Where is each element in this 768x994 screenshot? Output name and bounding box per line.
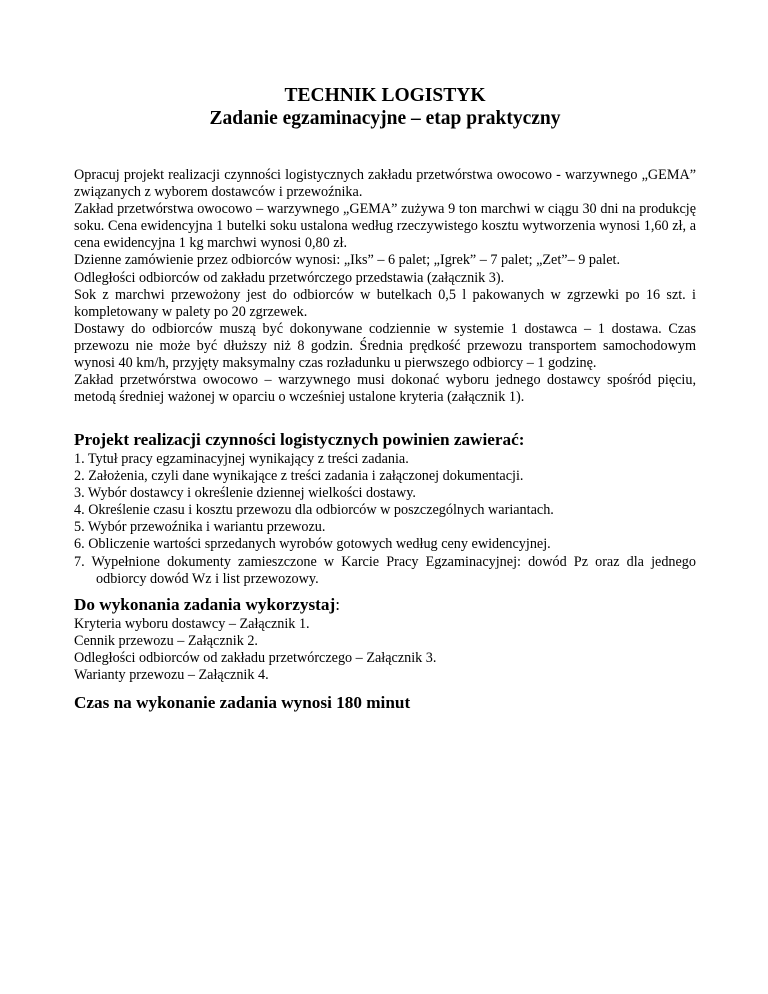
resources-heading-text: Do wykonania zadania wykorzystaj [74, 595, 336, 614]
intro-paragraph: Sok z marchwi przewożony jest do odbiorców w butelkach 0,5 l pakowanych w zgrzewki po 16 szt. i kompletowany w palety po 20 zgrzewek. [74, 286, 696, 320]
list-item: Warianty przewozu – Załącznik 4. [74, 667, 269, 684]
document-title: TECHNIK LOGISTYK [284, 85, 486, 106]
intro-paragraph: Opracuj projekt realizacji czynności logistycznych zakładu przetwórstwa owocowo - warzywnego „GEMA” związanych z wyborem dostawców i przewoźnika. [74, 167, 696, 201]
list-item: 2. Założenia, czyli dane wynikające z treści zadania i załączonej dokumentacji. [74, 468, 524, 485]
intro-paragraph: Dzienne zamówienie przez odbiorców wynosi: „Iks” – 6 palet; „Igrek” – 7 palet; „Zet”– 9 palet. [74, 252, 620, 269]
list-item: Kryteria wyboru dostawcy – Załącznik 1. [74, 616, 310, 632]
list-item: 1. Tytuł pracy egzaminacyjnej wynikający z treści zadania. [74, 451, 409, 467]
list-item: Cennik przewozu – Załącznik 2. [74, 633, 258, 650]
intro-paragraph: Dostawy do odbiorców muszą być dokonywane codziennie w systemie 1 dostawca – 1 dostawa. Czas przewozu nie może być dłuższy niż 8 godzin. Średnia prędkość przewozu transportem samochodowym wynosi 40 km/h, przyjęty maksymalny czas rozładunku u pierwszego odbiorcy – 1 godzinę. [74, 320, 696, 372]
resources-heading-colon: : [335, 595, 340, 614]
resources-list [74, 616, 696, 684]
resources-section-heading [74, 595, 340, 615]
document-header [74, 84, 696, 130]
project-section-heading: Projekt realizacji czynności logistycznych powinien zawierać: [74, 430, 525, 449]
list-item: 6. Obliczenie wartości sprzedanych wyrobów gotowych według ceny ewidencyjnej. [74, 536, 551, 553]
project-requirements-list [74, 451, 696, 588]
intro-paragraph: Odległości odbiorców od zakładu przetwórczego przedstawia (załącznik 3). [74, 269, 505, 286]
list-item: Odległości odbiorców od zakładu przetwórczego – Załącznik 3. [74, 650, 437, 667]
list-item: 4. Określenie czasu i kosztu przewozu dla odbiorców w poszczególnych wariantach. [74, 502, 554, 519]
intro-paragraph: Zakład przetwórstwa owocowo – warzywnego „GEMA” zużywa 9 ton marchwi w ciągu 30 dni na produkcję soku. Cena ewidencyjna 1 butelki soku ustalona według rzeczywistego kosztu wytworzenia wynosi 1,60 zł, a cena ewidencyjna 1 kg marchwi wynosi 0,80 zł. [74, 201, 696, 252]
time-note: Czas na wykonanie zadania wynosi 180 minut [74, 693, 411, 712]
intro-paragraph: Zakład przetwórstwa owocowo – warzywnego musi dokonać wyboru jednego dostawcy spośród pięciu, metodą średniej ważonej w oparciu o wcześniej ustalone kryteria (załącznik 1). [74, 372, 696, 406]
list-item: 5. Wybór przewoźnika i wariantu przewozu. [74, 519, 326, 536]
document-subtitle: Zadanie egzaminacyjne – etap praktyczny [209, 108, 561, 129]
task-description [74, 167, 696, 406]
list-item: 7. Wypełnione dokumenty zamieszczone w Karcie Pracy Egzaminacyjnej: dowód Pz oraz dla jednego odbiorcy dowód Wz i list przewozowy. [74, 553, 696, 587]
list-item: 3. Wybór dostawcy i określenie dziennej wielkości dostawy. [74, 485, 416, 502]
